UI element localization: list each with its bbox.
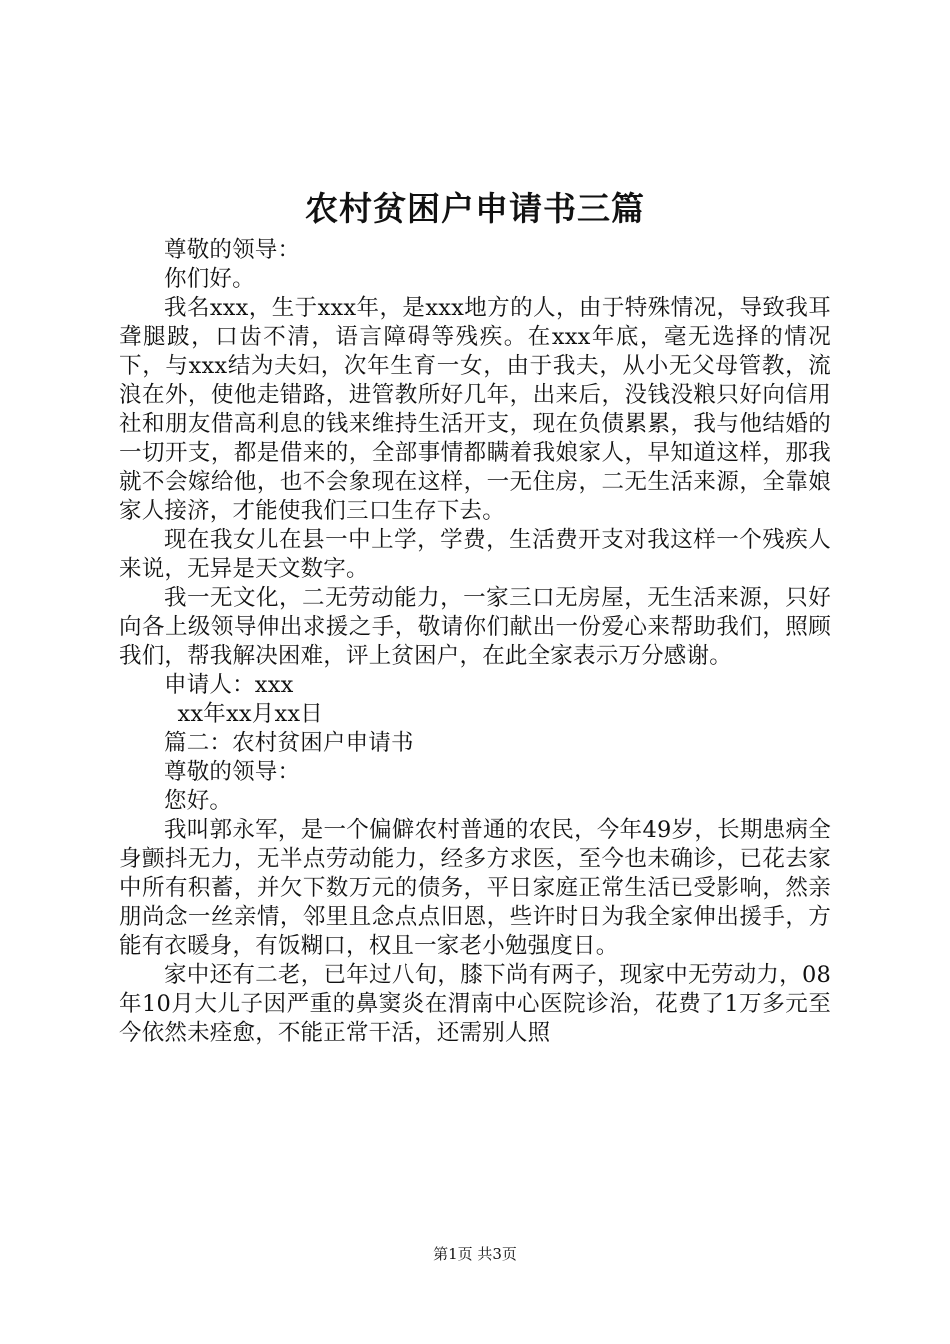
greeting: 您好。 — [164, 788, 233, 814]
paragraph: 我叫郭永军，是一个偏僻农村普通的农民，今年49岁，长期患病全身颤抖无力，无半点劳动能力，经多方求医，至今也未确诊，已花去家中所有积蓄，并欠下数万元的债务，平日家庭正常生活已受影响，然亲朋尚念一丝亲情，邻里且念点点旧恩，些许时日为我全家伸出援手，方能有衣暖身，有饭糊口，权且一家老小勉强度日。 — [119, 817, 831, 959]
salutation: 尊敬的领导： — [164, 759, 301, 785]
section-heading: 篇二：农村贫困户申请书 — [164, 730, 414, 756]
applicant-line: 申请人：xxx — [164, 672, 294, 698]
paragraph: 现在我女儿在县一中上学，学费，生活费开支对我这样一个残疾人来说，无异是天文数字。 — [119, 527, 831, 582]
paragraph: 我一无文化，二无劳动能力，一家三口无房屋，无生活来源，只好向各上级领导伸出求援之手，敬请你们献出一份爱心来帮助我们，照顾我们，帮我解决困难，评上贫困户，在此全家表示万分感谢。 — [119, 585, 831, 669]
document-title: 农村贫困户申请书三篇 — [305, 189, 645, 228]
salutation: 尊敬的领导： — [164, 237, 301, 263]
document-body — [119, 236, 831, 1048]
page-footer: 第1页 共3页 — [433, 1245, 517, 1263]
paragraph: 我名xxx，生于xxx年，是xxx地方的人，由于特殊情况，导致我耳聋腿跛，口齿不清，语言障碍等残疾。在xxx年底，毫无选择的情况下，与xxx结为夫妇，次年生育一女，由于我夫，从小无父母管教，流浪在外，使他走错路，进管教所好几年，出来后，没钱没粮只好向信用社和朋友借高利息的钱来维持生活开支，现在负债累累，我与他结婚的一切开支，都是借来的，全部事情都瞒着我娘家人，早知道这样，那我就不会嫁给他，也不会象现在这样，一无住房，二无生活来源，全靠娘家人接济，才能使我们三口生存下去。 — [119, 295, 831, 524]
greeting: 你们好。 — [164, 266, 255, 292]
paragraph: 家中还有二老，已年过八旬，膝下尚有两子，现家中无劳动力，08年10月大儿子因严重的鼻窦炎在渭南中心医院诊治，花费了1万多元至今依然未痊愈，不能正常干活，还需别人照 — [119, 962, 831, 1046]
date-line: xx年xx月xx日 — [177, 701, 323, 727]
